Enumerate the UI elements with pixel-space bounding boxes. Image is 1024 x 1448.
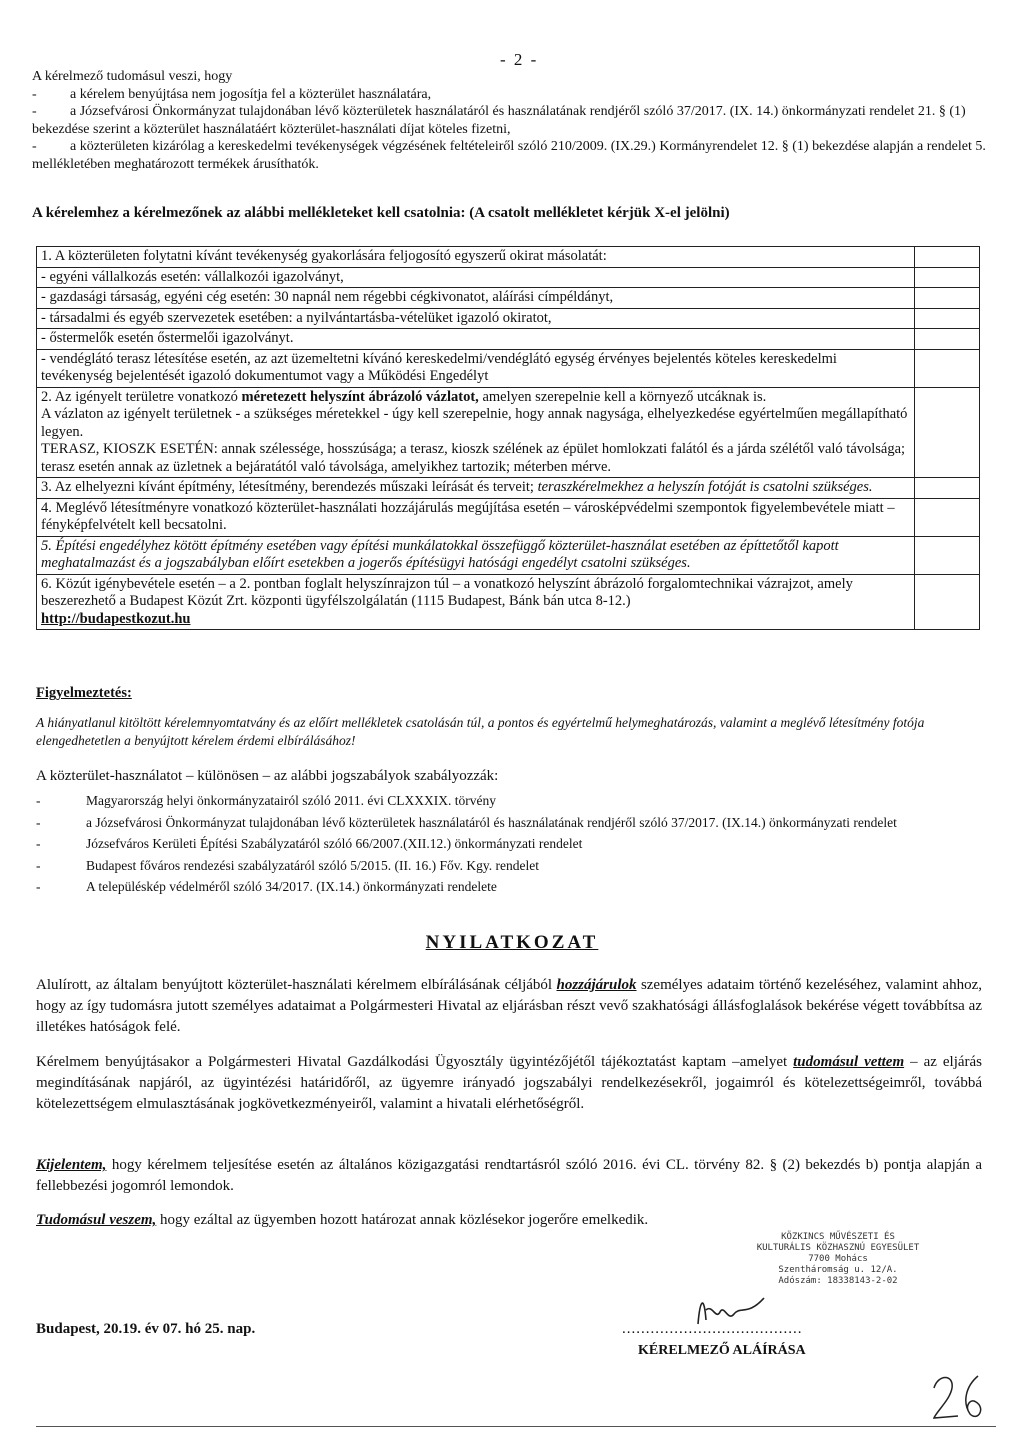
handwritten-page-annotation bbox=[928, 1368, 988, 1424]
table-row bbox=[37, 308, 980, 329]
table-row bbox=[37, 247, 980, 268]
intro-item: - a közterületen kizárólag a kereskedelmi tevékenységek végzésének feltételeiről szóló 210/2009. (IX.29.) Kormányrendelet 12. § (1) bekezdése alapján a rendelet 5. mellékletében meghatározott termékek árusíthatók. bbox=[32, 139, 986, 172]
attachment-text-3: 3. Az elhelyezni kívánt építmény, létesítmény, berendezés műszaki leírását és terveit; teraszkérelmekhez a helyszín fotóját is csatolni szükséges. bbox=[37, 478, 915, 499]
table-row bbox=[37, 478, 980, 499]
page-number: - 2 - bbox=[500, 50, 539, 69]
attachment-text: - gazdasági társaság, egyéni cég esetén: 30 napnál nem régebbi cégkivonatot, aláírási címpéldányt, bbox=[37, 288, 915, 309]
attachment-text-2: 2. Az igényelt területre vonatkozó méretezett helyszínt ábrázoló vázlatot, amelyen szerepelnie kell a környező utcáknak is. A vázlaton az igényelt területnek - a szükséges méretekkel - úgy kell szerepelnie, hogy annak nagysága, elhelyezkedése egyértelműen megállapítható legyen. TERASZ, KIOSZK ESETÉN: annak szélessége, hosszúsága; a terasz, kioszk szélének az épület homlokzati falától és a járda szélétől való távolsága; terasz esetén annak az üzletnek a bejáratától való távolsága, amelyikhez tartozik; méterben mérve. bbox=[37, 387, 915, 478]
attachment-text: 1. A közterületen folytatni kívánt tevékenység gyakorlására feljogosító egyszerű okirat másolatát: bbox=[37, 247, 915, 268]
attachments-table bbox=[36, 246, 980, 630]
intro-lead: A kérelmező tudomásul veszi, hogy bbox=[32, 69, 233, 84]
warning-text: A hiányatlanul kitöltött kérelemnyomtatvány és az előírt mellékletek csatolásán túl, a pontos és egyértelmű helymeghatározás, valamint a meglévő létesítmény fotója elengedhetetlen a benyújtott kérelem érdemi elbírálásához! bbox=[36, 715, 925, 748]
table-row bbox=[37, 288, 980, 309]
date-line[interactable]: Budapest, 20.19. év 07. hó 25. nap. bbox=[36, 1321, 256, 1337]
attachment-text: - egyéni vállalkozás esetén: vállalkozói igazolványt, bbox=[37, 267, 915, 288]
attachment-checkbox-cell[interactable] bbox=[915, 267, 980, 288]
signature-line[interactable]: ...................................... bbox=[622, 1321, 803, 1337]
declaration-paragraph-consent: Alulírott, az általam benyújtott közterület-használati kérelmem elbírálásának céljából hozzájárulok személyes adataim történő kezeléséhez, valamint ahhoz, hogy az így tudomásra jutott személyes adataimat a Polgármesteri Hivatal az eljárásban részt vevő szakhatósági állásfoglalások bekérése végett továbbítsa az illetékes hatóságok felé. bbox=[36, 977, 982, 1035]
attachments-heading: A kérelemhez a kérelmezőnek az alábbi mellékleteket kell csatolnia: (A csatolt mellékletet kérjük X-el jelölni) bbox=[32, 205, 730, 221]
attachment-checkbox-cell[interactable] bbox=[915, 498, 980, 536]
declaration-paragraph-information: Kérelmem benyújtásakor a Polgármesteri Hivatal Gazdálkodási Ügyosztály ügyintézőjétől tájékoztatást kaptam –amelyet tudomásul vettem – az eljárás megindításának napjáról, az ügyintézési határidőről, az ügyemre irányadó jogszabályi rendelkezésekről, jogaimról és kötelezettségeimről, továbbá kötelezettségem elmulasztásának jogkövetkezményeiről, valamint a hivatali elérhetőségről. bbox=[36, 1054, 983, 1112]
table-row bbox=[37, 267, 980, 288]
table-row bbox=[37, 329, 980, 350]
intro-item: - a kérelem benyújtása nem jogosítja fel a közterület használatára, bbox=[32, 86, 432, 102]
list-item: - Józsefváros Kerületi Építési Szabályzatáról szóló 66/2007.(XII.12.) önkormányzati rendelet bbox=[36, 836, 583, 851]
attachment-text-5: 5. Építési engedélyhez kötött építmény esetében vagy építési munkálatokkal összefüggő közterület-használat esetében az építtetőtől kapott meghatalmazást és a jogszabályban előírt esetekben a jogerős építésügyi hatósági engedélyt csatolni szükséges. bbox=[37, 536, 915, 574]
intro-section bbox=[32, 68, 992, 173]
attachment-text: - őstermelők esetén őstermelői igazolványt. bbox=[37, 329, 915, 350]
organization-stamp: KÖZKINCS MŰVÉSZETI ÉS KULTURÁLIS KÖZHASZNÚ EGYESÜLET 7700 Mohács Szentháromság u. 12/A. Adószám: 18338143-2-02 bbox=[756, 1232, 920, 1286]
attachment-checkbox-cell[interactable] bbox=[915, 349, 980, 387]
attachment-checkbox-cell[interactable] bbox=[915, 536, 980, 574]
intro-item: - a Józsefvárosi Önkormányzat tulajdonában lévő közterületek használatáról és használatának rendjéről szóló 37/2017. (IX. 14.) önkormányzati rendelet 21. § (1) bekezdése szerint a közterület használatáért közterület-használati díjat köteles fizetni, bbox=[32, 104, 966, 137]
list-item: - Magyarország helyi önkormányzatairól szóló 2011. évi CLXXXIX. törvény bbox=[36, 793, 497, 808]
declaration-title: NYILATKOZAT bbox=[425, 932, 599, 953]
table-row bbox=[37, 536, 980, 574]
attachment-checkbox-cell[interactable] bbox=[915, 329, 980, 350]
attachment-text-4: 4. Meglévő létesítményre vonatkozó közterület-használati hozzájárulás megújítása esetén – városképvédelmi szempontok figyelembevétele miatt – fényképfelvételt kell becsatolni. bbox=[37, 498, 915, 536]
list-item: - Budapest főváros rendezési szabályzatáról szóló 5/2015. (II. 16.) Főv. Kgy. rendelet bbox=[36, 857, 539, 873]
table-row bbox=[37, 387, 980, 478]
attachment-text: - társadalmi és egyéb szervezetek esetében: a nyilvántartásba-vételüket igazoló okiratot, bbox=[37, 308, 915, 329]
divider bbox=[36, 1426, 996, 1427]
attachment-checkbox-cell[interactable] bbox=[915, 247, 980, 268]
attachment-text-6: 6. Közút igénybevétele esetén – a 2. pontban foglalt helyszínrajzon túl – a vonatkozó helyszínt ábrázoló forgalomtechnikai vázrajzot, amely beszerezhető a Budapest Közút Zrt. központi ügyfélszolgálatán (1115 Budapest, Bánk bán utca 8-12.) http://budapestkozut.hu bbox=[37, 574, 915, 630]
budapest-kozut-link[interactable]: http://budapestkozut.hu bbox=[41, 610, 191, 627]
signature-label: KÉRELMEZŐ ALÁÍRÁSA bbox=[638, 1343, 806, 1358]
attachment-text: - vendéglátó terasz létesítése esetén, az azt üzemeltetni kívánó kereskedelmi/vendéglátó egység érvényes bejelentés köteles kereskedelmi tevékenység bejelentését igazoló dokumentumot vagy a Működési Engedélyt bbox=[37, 349, 915, 387]
attachment-checkbox-cell[interactable] bbox=[915, 387, 980, 478]
declaration-paragraph-finality: Tudomásul veszem, hogy ezáltal az ügyemben hozott határozat annak közlésekor jogerőre emelkedik. bbox=[36, 1212, 649, 1228]
declaration-paragraph-appeal: Kijelentem, hogy kérelmem teljesítése esetén az általános közigazgatási rendtartásról szóló 2016. évi CL. törvény 82. § (2) bekezdés b) pontja alapján a fellebbezési jogomról lemondok. bbox=[36, 1157, 982, 1194]
attachment-checkbox-cell[interactable] bbox=[915, 308, 980, 329]
list-item: - A településkép védelméről szóló 34/2017. (IX.14.) önkormányzati rendelete bbox=[36, 879, 497, 894]
table-row bbox=[37, 349, 980, 387]
attachment-checkbox-cell[interactable] bbox=[915, 574, 980, 630]
table-row bbox=[37, 574, 980, 630]
laws-list bbox=[36, 792, 976, 900]
table-row bbox=[37, 498, 980, 536]
attachment-checkbox-cell[interactable] bbox=[915, 478, 980, 499]
laws-title: A közterület-használatot – különösen – az alábbi jogszabályok szabályozzák: bbox=[36, 768, 499, 784]
attachment-checkbox-cell[interactable] bbox=[915, 288, 980, 309]
warning-title: Figyelmeztetés: bbox=[36, 685, 132, 701]
list-item: - a Józsefvárosi Önkormányzat tulajdonában lévő közterületek használatáról és használatának rendjéről szóló 37/2017. (IX.14.) önkormányzati rendelet bbox=[36, 814, 897, 830]
